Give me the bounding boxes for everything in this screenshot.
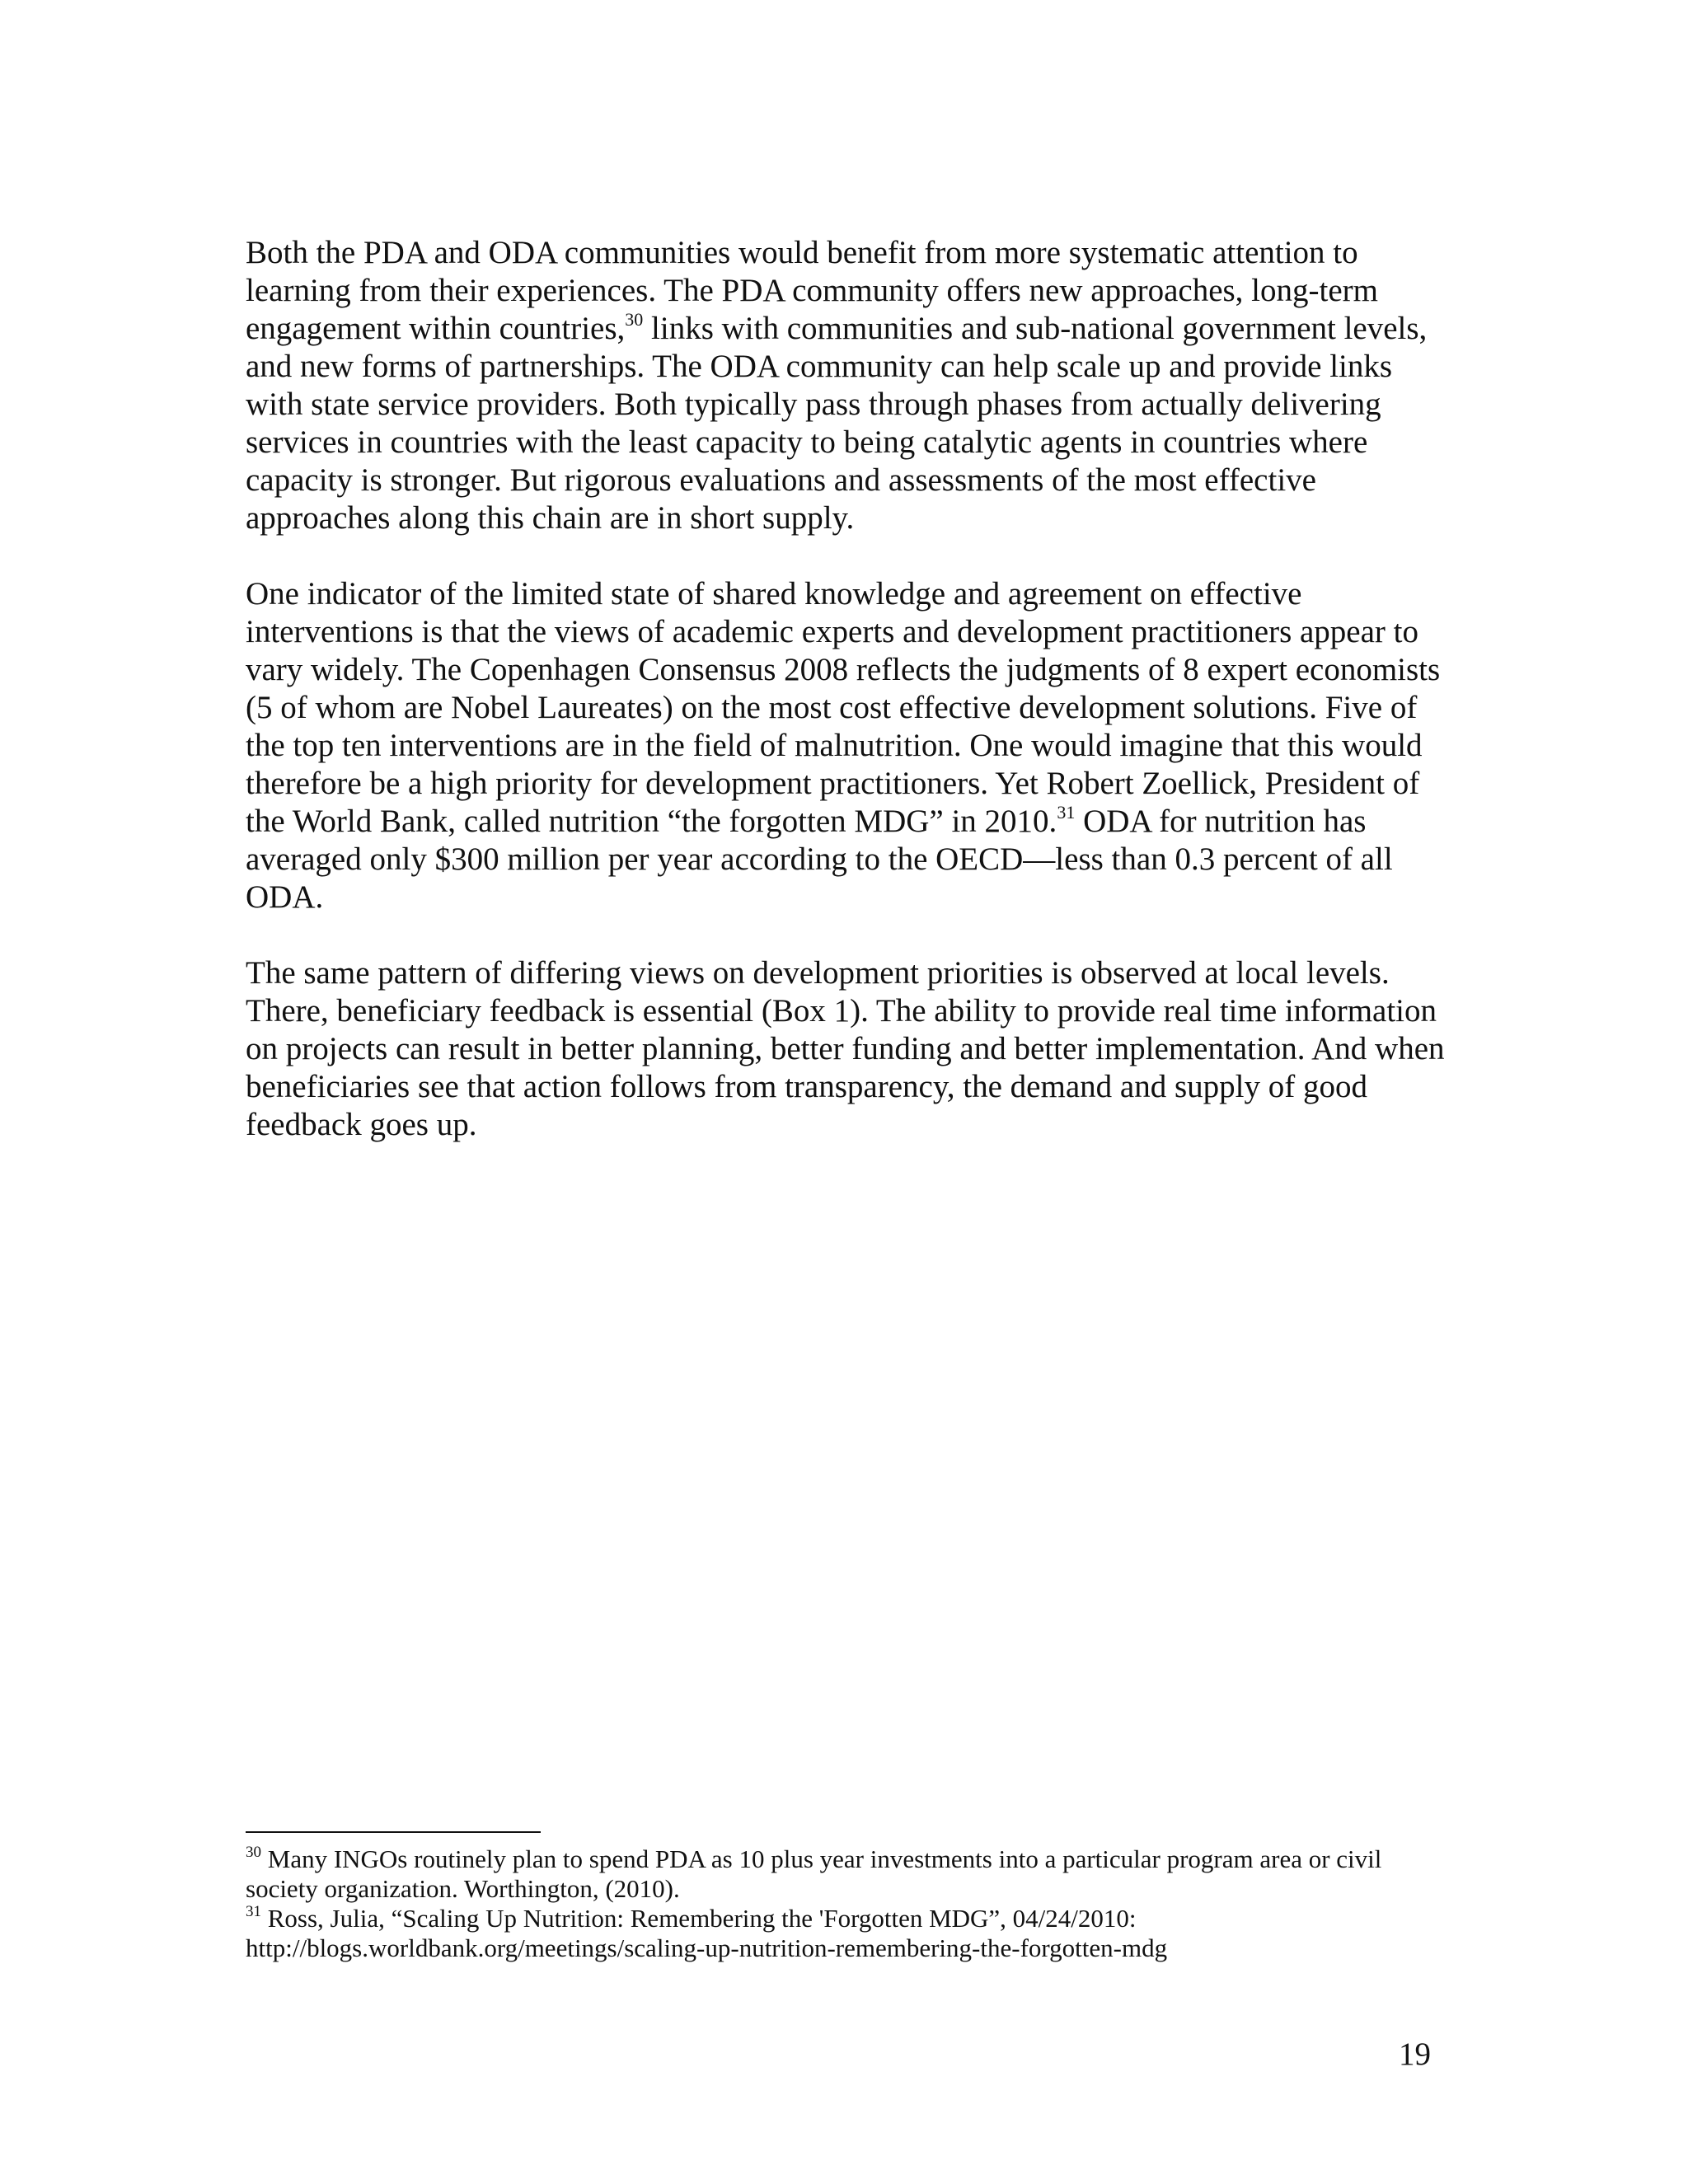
footnote-ref-31: 31 (1057, 802, 1076, 823)
paragraph-1-text-b: links with communities and sub-national government levels, and new forms of partnerships. The ODA community can help scale up and provide links with state service providers. Both typically pass through phases from actually delivering services in countries with the least capacity to being catalytic agents in countries where capacity is stronger. But rigorous evaluations and assessments of the most effective approaches along this chain are in short supply. (246, 311, 1428, 536)
footnote-30-text: Many INGOs routinely plan to spend PDA as 10 plus year investments into a particular program area or civil society organization. Worthington, (2010). (246, 1844, 1382, 1903)
footnote-separator (246, 1831, 541, 1833)
footnote-number-31: 31 (246, 1903, 261, 1920)
paragraph-2 (246, 575, 1449, 916)
paragraph-2-text-b: ODA for nutrition has averaged only $300 million per year according to the OECD—less than 0.3 percent of all ODA. (246, 804, 1393, 915)
footnote-ref-30: 30 (625, 309, 644, 330)
paragraph-1 (246, 234, 1449, 537)
body-text (246, 234, 1449, 1182)
footnote-number-30: 30 (246, 1844, 261, 1861)
page-number: 19 (1399, 2036, 1431, 2072)
paragraph-1-text-a: Both the PDA and ODA communities would benefit from more systematic attention to learning from their experiences. The PDA community offers new approaches, long-term engagement within countries, (246, 235, 1378, 346)
footnote-30 (246, 1844, 1449, 1904)
footnote-31 (246, 1904, 1449, 1963)
footnotes (246, 1844, 1449, 1963)
paragraph-3: The same pattern of differing views on development priorities is observed at local levels. There, beneficiary feedback is essential (Box 1). The ability to provide real time information on projects can result in better planning, better funding and better implementation. And when beneficiaries see that action follows from transparency, the demand and supply of good feedback goes up. (246, 955, 1445, 1142)
paragraph-2-text-a: One indicator of the limited state of shared knowledge and agreement on effective interventions is that the views of academic experts and development practitioners appear to vary widely. The Copenhagen Consensus 2008 reflects the judgments of 8 expert economists (5 of whom are Nobel Laureates) on the most cost effective development solutions. Five of the top ten interventions are in the field of malnutrition. One would imagine that this would therefore be a high priority for development practitioners. Yet Robert Zoellick, President of the World Bank, called nutrition “the forgotten MDG” in 2010. (246, 576, 1441, 839)
footnote-31-text: Ross, Julia, “Scaling Up Nutrition: Remembering the 'Forgotten MDG”, 04/24/2010: http://blogs.worldbank.org/meetings/scaling-up-nutrition-remembering-the-forgotten-mdg (246, 1904, 1168, 1962)
